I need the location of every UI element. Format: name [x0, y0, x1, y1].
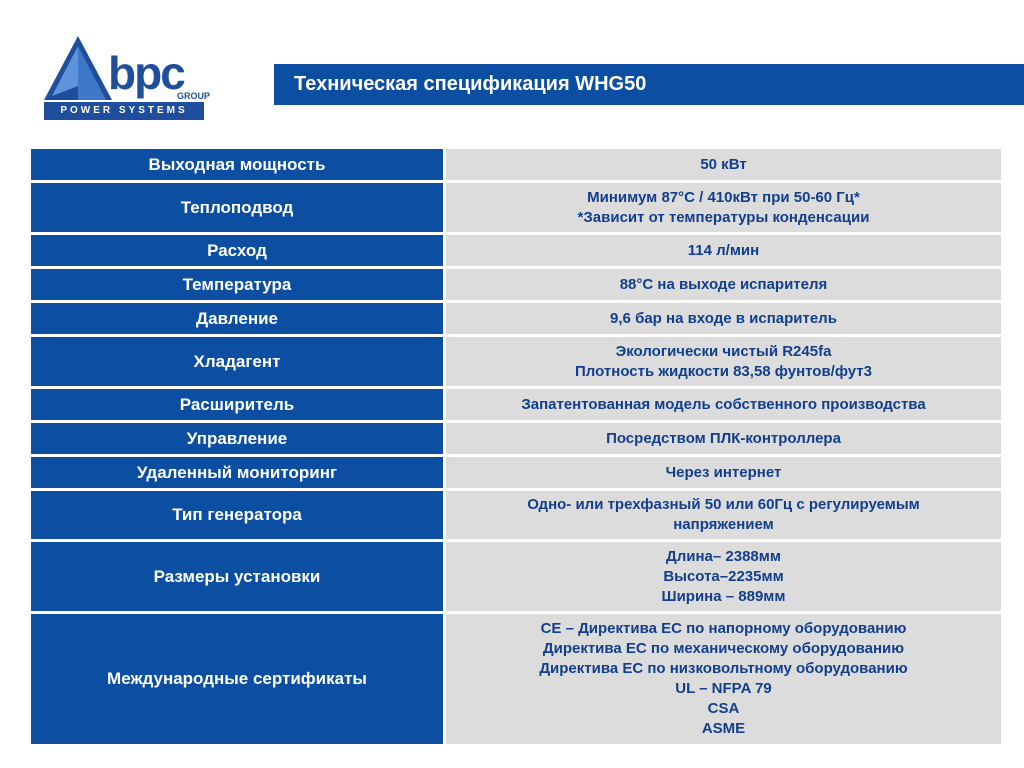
spec-label: Температура [31, 269, 446, 300]
spec-value [446, 337, 1001, 386]
logo-group: GROUP [177, 91, 211, 101]
spec-value-line: Одно- или трехфазный 50 или 60Гц с регулируемым [527, 496, 920, 513]
spec-value [446, 457, 1001, 488]
spec-label: Управление [31, 423, 446, 454]
spec-label: Выходная мощность [31, 149, 446, 180]
spec-label: Удаленный мониторинг [31, 457, 446, 488]
spec-label: Расширитель [31, 389, 446, 420]
spec-value-line: Директива ЕС по механическому оборудованию [542, 640, 905, 657]
spec-label: Давление [31, 303, 446, 334]
spec-value-line: ASME [701, 720, 746, 737]
spec-table [31, 146, 1001, 747]
spec-row [31, 149, 1001, 180]
spec-value [446, 389, 1001, 420]
spec-value-line: Экологически чистый R245fa [615, 342, 832, 360]
spec-value [446, 423, 1001, 454]
spec-value-line: UL – NFPA 79 [675, 680, 772, 697]
spec-value-line: Длина– 2388мм [666, 547, 781, 565]
spec-value-line: Минимум 87°С / 410кВт при 50-60 Гц* [587, 188, 860, 206]
spec-row [31, 183, 1001, 232]
spec-row [31, 303, 1001, 334]
spec-value-line: 9,6 бар на входе в испаритель [610, 309, 837, 327]
spec-row [31, 269, 1001, 300]
spec-value [446, 183, 1001, 232]
spec-label: Международные сертификаты [31, 614, 446, 744]
spec-value-line: Запатентованная модель собственного производства [521, 395, 926, 413]
spec-row [31, 235, 1001, 266]
spec-value-line: CSA [707, 700, 740, 717]
spec-value-line: Ширина – 889мм [661, 587, 786, 605]
spec-row [31, 457, 1001, 488]
spec-value-line: 88°С на выходе испарителя [619, 275, 828, 293]
spec-value [446, 235, 1001, 266]
spec-value-line: 50 кВт [700, 155, 747, 173]
spec-label: Хладагент [31, 337, 446, 386]
spec-row [31, 614, 1001, 744]
spec-value [446, 149, 1001, 180]
spec-value [446, 491, 1001, 539]
spec-value-line: 114 л/мин [687, 241, 760, 259]
spec-label: Теплоподвод [31, 183, 446, 232]
spec-value-line: Директива ЕС по низковольтному оборудованию [539, 660, 908, 677]
spec-value-line: напряжением [673, 516, 774, 533]
spec-value-line: Через интернет [665, 463, 782, 481]
spec-label: Размеры установки [31, 542, 446, 611]
spec-label: Тип генератора [31, 491, 446, 539]
spec-label: Расход [31, 235, 446, 266]
spec-value [446, 542, 1001, 611]
spec-row [31, 491, 1001, 539]
spec-value-line: Плотность жидкости 83,58 фунтов/фут3 [575, 362, 872, 380]
spec-value [446, 269, 1001, 300]
spec-value-line: Посредством ПЛК-контроллера [606, 429, 841, 447]
spec-value-line: *Зависит от температуры конденсации [577, 208, 870, 226]
bpc-logo [44, 36, 211, 122]
triangle-logo-icon [44, 36, 114, 102]
spec-row [31, 337, 1001, 386]
spec-row [31, 389, 1001, 420]
spec-value [446, 303, 1001, 334]
logo-brand: bpc [108, 47, 184, 99]
spec-value [446, 614, 1001, 744]
logo-tagline: POWER SYSTEMS [44, 102, 204, 120]
page-title: Техническая спецификация WHG50 [274, 64, 1024, 105]
spec-value-line: Высота–2235мм [663, 567, 784, 585]
spec-row [31, 542, 1001, 611]
spec-value-line: CE – Директива ЕС по напорному оборудованию [540, 620, 907, 637]
spec-row [31, 423, 1001, 454]
